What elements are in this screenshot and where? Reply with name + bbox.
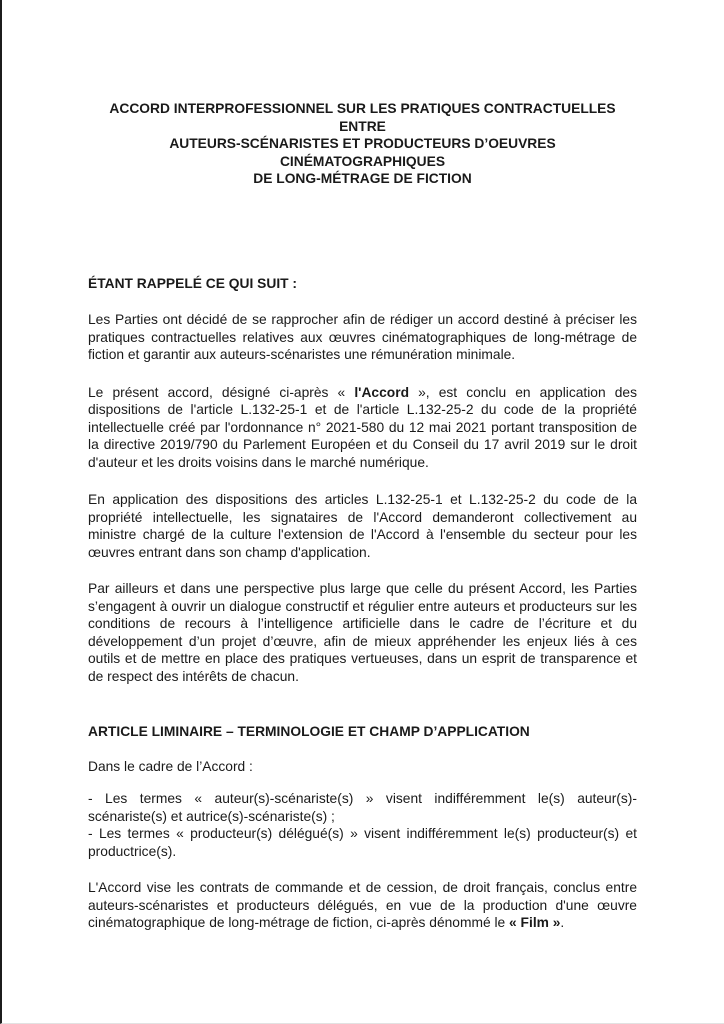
article-intro: Dans le cadre de l’Accord : (88, 758, 253, 774)
document-content (2, 0, 724, 932)
definitions-list (88, 790, 637, 860)
paragraph-film-definition-pre: L'Accord vise les contrats de commande et de cession, de droit français, conclus entre auteurs-scénaristes et producteurs délégués, en vue de la production d'une œuvre cinématographique de long-métrage de fiction, ci-après dénommé le (88, 880, 637, 930)
paragraph-extension: En application des dispositions des articles L.132-25-1 et L.132-25-2 du code de la propriété intellectuelle, les signataires de l'Accord demanderont collectivement au ministre chargé de la culture l'extension de l'Accord à l'ensemble du secteur pour les œuvres entrant dans son champ d'application. (88, 492, 637, 560)
paragraph-accord-definition-pre: Le présent accord, désigné ci-après « (88, 384, 355, 400)
document-title-line-3: DE LONG-MÉTRAGE DE FICTION (253, 171, 472, 186)
document-title-line-1: ACCORD INTERPROFESSIONNEL SUR LES PRATIQUES CONTRACTUELLES ENTRE (109, 101, 616, 134)
paragraph-accord-definition-post: », est conclu en application des dispositions de l'article L.132-25-1 et de l'article L.132-25-2 du code de la propriété intellectuelle créé par l'ordonnance n° 2021-580 du 12 mai 2021 portant transposition de la directive 2019/790 du Parlement Européen et du Conseil du 17 avril 2019 sur le droit d'auteur et les droits voisins dans le marché numérique. (88, 384, 637, 470)
article-liminaire-heading: ARTICLE LIMINAIRE – TERMINOLOGIE ET CHAMP D’APPLICATION (88, 724, 530, 739)
paragraph-rapprochement: Les Parties ont décidé de se rapprocher afin de rédiger un accord destiné à préciser les pratiques contractuelles relatives aux œuvres cinématographiques de long-métrage de fiction et garantir aux auteurs-scénaristes une rémunération minimale. (88, 312, 637, 362)
paragraph-film-definition-post: . (560, 915, 565, 930)
film-term: « Film » (509, 915, 561, 930)
paragraph-intelligence-artificielle: Par ailleurs et dans une perspective plus large que celle du présent Accord, les Parties s’engagent à ouvrir un dialogue constructif et régulier entre auteurs et producteurs sur les conditions de recours à l’intelligence artificielle dans le cadre de l’écriture et du développement d’un projet d’œuvre, afin de mieux appréhender les enjeux liés à ces outils et de mettre en place des pratiques vertueuses, dans un esprit de transparence et de respect des intérêts de chacun. (88, 581, 637, 684)
document-title-line-2: AUTEURS-SCÉNARISTES ET PRODUCTEURS D’OEUVRES CINÉMATOGRAPHIQUES (169, 136, 556, 169)
paragraph-film-definition (88, 879, 637, 932)
definition-producteur-delegue: - Les termes « producteur(s) délégué(s) » visent indifféremment le(s) producteur(s) et productrice(s). (88, 826, 637, 859)
recital-heading: ÉTANT RAPPELÉ CE QUI SUIT : (88, 275, 298, 291)
document-title (88, 100, 637, 188)
definition-auteur-scenariste: - Les termes « auteur(s)-scénariste(s) » visent indifféremment le(s) auteur(s)-scénariste(s) et autrice(s)-scénariste(s) ; (88, 791, 637, 824)
paragraph-accord-definition (88, 384, 637, 472)
accord-term: l'Accord (354, 384, 409, 400)
